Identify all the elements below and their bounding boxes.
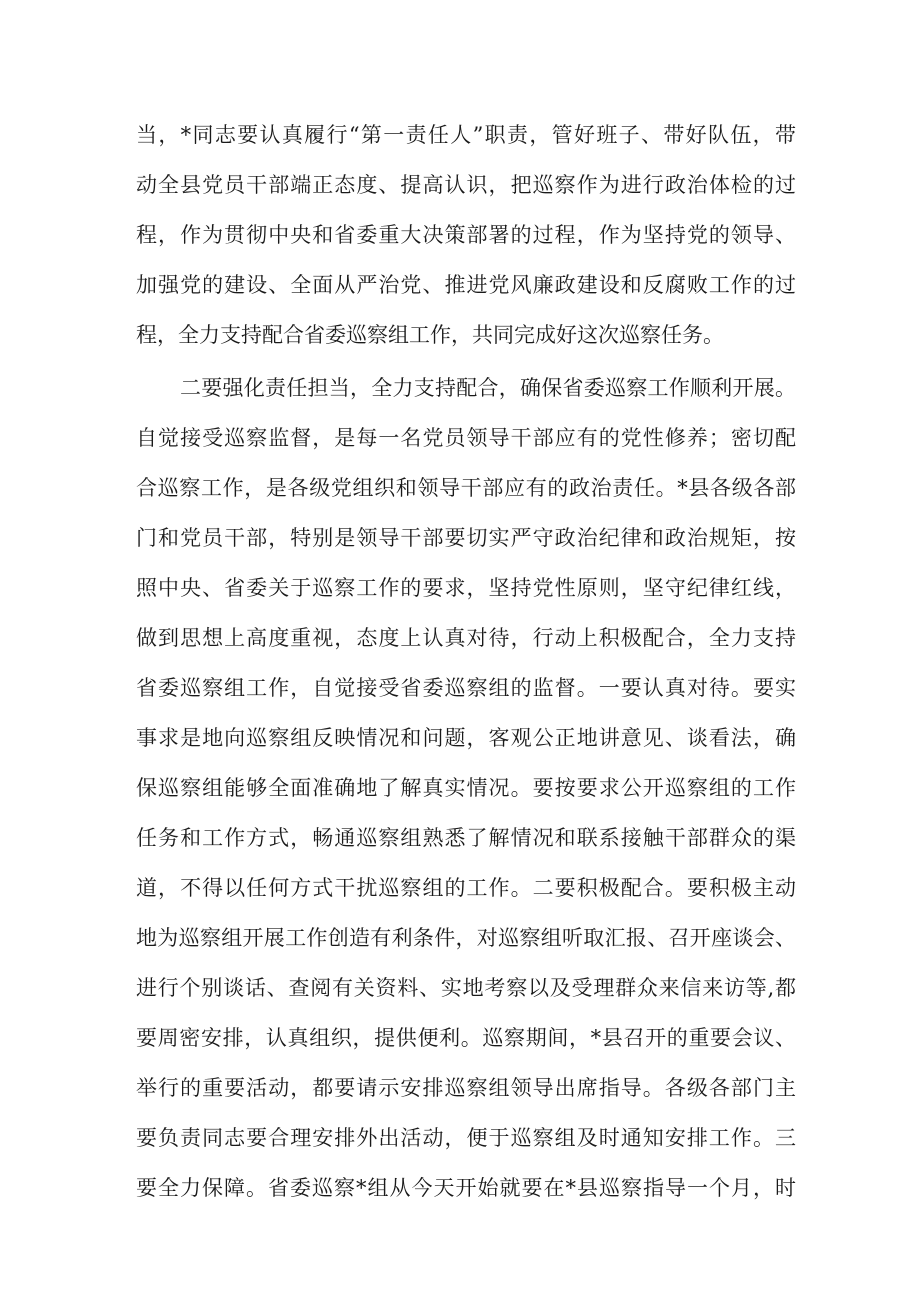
paragraph-2-line-6: 做到思想上高度重视，态度上认真对待，行动上积极配合，全力支持 xyxy=(136,626,796,650)
paragraph-2-line-10: 任务和工作方式，畅通巡察组熟悉了解情况和联系接触干部群众的渠 xyxy=(136,826,796,850)
paragraph-2-line-16: 要负责同志要合理安排外出活动，便于巡察组及时通知安排工作。三 xyxy=(136,1126,796,1150)
paragraph-2-line-15: 举行的重要活动，都要请示安排巡察组领导出席指导。各级各部门主 xyxy=(136,1076,796,1100)
paragraph-1-line-2: 动全县党员干部端正态度、提高认识，把巡察作为进行政治体检的过 xyxy=(136,173,796,197)
paragraph-2-line-12: 地为巡察组开展工作创造有利条件，对巡察组听取汇报、召开座谈会、 xyxy=(136,926,796,950)
paragraph-2-line-2: 自觉接受巡察监督，是每一名党员领导干部应有的党性修养；密切配 xyxy=(136,426,796,450)
paragraph-1-line-4: 加强党的建设、全面从严治党、推进党风廉政建设和反腐败工作的过 xyxy=(136,273,796,297)
paragraph-1-line-1: 当，*同志要认真履行“第一责任人”职责，管好班子、带好队伍，带 xyxy=(136,123,796,147)
paragraph-2-line-11: 道，不得以任何方式干扰巡察组的工作。二要积极配合。要积极主动 xyxy=(136,876,796,900)
paragraph-1-line-3: 程，作为贯彻中央和省委重大决策部署的过程，作为坚持党的领导、 xyxy=(136,223,796,247)
paragraph-2-line-9: 保巡察组能够全面准确地了解真实情况。要按要求公开巡察组的工作 xyxy=(136,776,796,800)
paragraph-1-line-5: 程，全力支持配合省委巡察组工作，共同完成好这次巡察任务。 xyxy=(136,323,724,347)
paragraph-2-line-5: 照中央、省委关于巡察工作的要求，坚持党性原则，坚守纪律红线， xyxy=(136,576,796,600)
paragraph-2-line-3: 合巡察工作，是各级党组织和领导干部应有的政治责任。*县各级各部 xyxy=(136,476,796,500)
paragraph-2-line-13: 进行个别谈话、查阅有关资料、实地考察以及受理群众来信来访等,都 xyxy=(136,976,796,1000)
paragraph-2-line-17: 要全力保障。省委巡察*组从今天开始就要在*县巡察指导一个月，时 xyxy=(136,1176,796,1200)
paragraph-2-line-4: 门和党员干部，特别是领导干部要切实严守政治纪律和政治规矩，按 xyxy=(136,526,796,550)
paragraph-2-line-8: 事求是地向巡察组反映情况和问题，客观公正地讲意见、谈看法，确 xyxy=(136,726,796,750)
paragraph-2-line-7: 省委巡察组工作，自觉接受省委巡察组的监督。一要认真对待。要实 xyxy=(136,676,796,700)
paragraph-2-line-1: 二要强化责任担当，全力支持配合，确保省委巡察工作顺利开展。 xyxy=(180,376,796,400)
paragraph-2-line-14: 要周密安排，认真组织，提供便利。巡察期间，*县召开的重要会议、 xyxy=(136,1026,796,1050)
